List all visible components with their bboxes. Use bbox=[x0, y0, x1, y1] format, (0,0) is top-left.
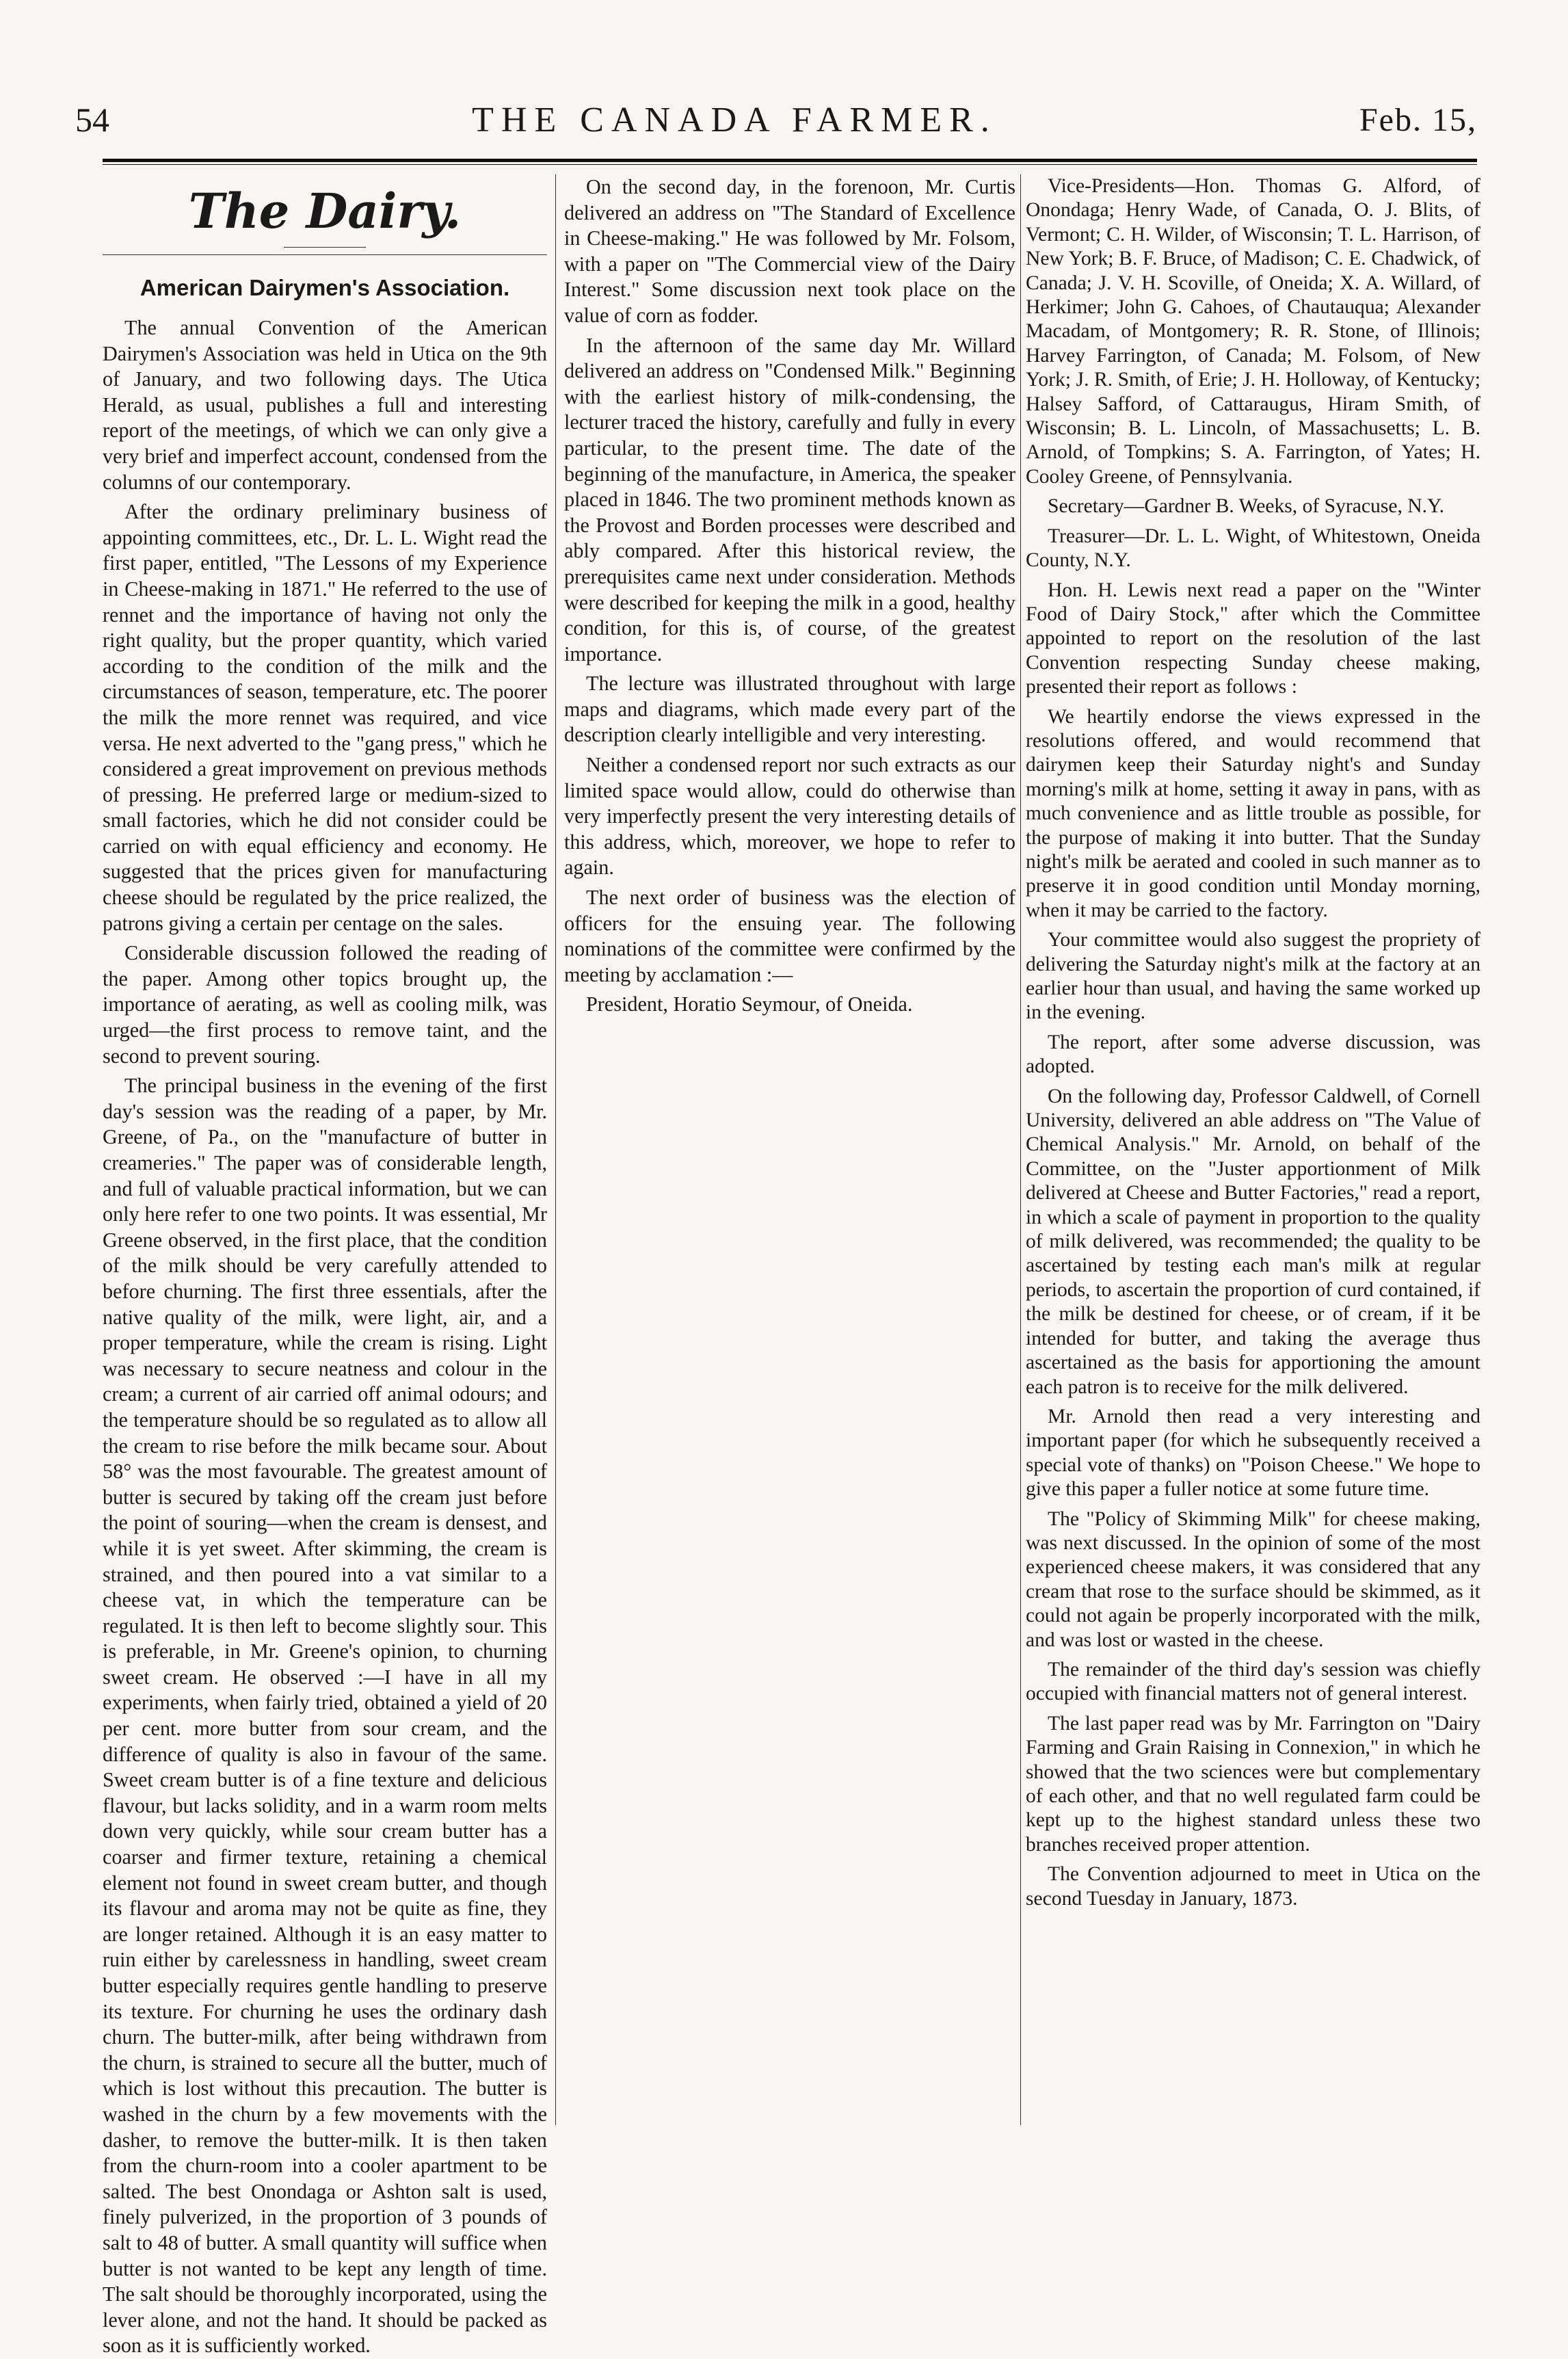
article-title: American Dairymen's Association. bbox=[139, 275, 510, 300]
column-1 bbox=[103, 174, 547, 2358]
issue-date: Feb. 15, bbox=[1359, 101, 1477, 138]
column-rule bbox=[1020, 174, 1021, 2125]
paragraph: Vice-Presidents—Hon. Thomas G. Alford, of Onondaga; Henry Wade, of Canada, O. J. Blits, of Vermont; C. H. Wilder, of Wisconsin; T. L. Harrison, of New York; B. F. Bruce, of Madison; C. E. Chadwick, of Canada; J. V. H. Scoville, of Oneida; X. A. Willard, of Herkimer; John G. Cahoes, of Chautauqua; Alexander Macadam, of Montgomery; R. R. Stone, of Illinois; Harvey Farrington, of Canada; M. Folsom, of New York; J. R. Smith, of Erie; J. H. Holloway, of Kentucky; Halsey Safford, of Cattaraugus, Hiram Smith, of Wisconsin; B. L. Lincoln, of Massachusetts; L. B. Arnold, of Tompkins; S. A. Farrington, of Yates; H. Cooley Greene, of Pennsylvania. bbox=[1026, 175, 1480, 488]
section-title: The Dairy. bbox=[188, 183, 462, 239]
paragraph: Neither a condensed report nor such extracts as our limited space would allow, could do otherwise than very imperfectly present the very interesting details of this address, which, moreover, we hope to refer to again. bbox=[564, 753, 1015, 880]
column-2 bbox=[564, 174, 1015, 2125]
paragraph: After the ordinary preliminary business of appointing committees, etc., Dr. L. L. Wight read the first paper, entitled, "The Lessons of my Experience in Cheese-making in 1871." He referred to the use of rennet and the importance of having not only the right quality, but the proper quantity, which varied according to the condition of the milk and the circumstances of season, temperature, etc. The poorer the milk the more rennet was required, and vice versa. He next adverted to the "gang press," which he considered a great improvement on previous methods of pressing. He preferred large or medium-sized to small factories, which he did not consider could be carried on with equal efficiency and economy. He suggested that the prices given for manufacturing cheese should be regulated by the price realized, the patrons giving a certain per centage on the sales. bbox=[103, 500, 547, 935]
page-header bbox=[75, 96, 1477, 144]
paragraph: President, Horatio Seymour, of Oneida. bbox=[586, 992, 913, 1016]
column-3 bbox=[1026, 174, 1480, 2125]
paragraph: The report, after some adverse discussion, was adopted. bbox=[1026, 1031, 1480, 1078]
paragraph: Mr. Arnold then read a very interesting and important paper (for which he subsequently received a special vote of thanks) on "Poison Cheese." We hope to give this paper a fuller notice at some future time. bbox=[1026, 1405, 1480, 1501]
masthead: THE CANADA FARMER. bbox=[472, 100, 997, 140]
paragraph: The last paper read was by Mr. Farrington on "Dairy Farming and Grain Raising in Connexion," in which he showed that the two sciences were but complementary of each other, and that no well regulated farm could be kept up to the highest standard unless these two branches received proper attention. bbox=[1026, 1712, 1480, 1856]
paragraph: The annual Convention of the American Dairymen's Association was held in Utica on the 9th of January, and two following days. The Utica Herald, as usual, publishes a full and interesting report of the meetings, of which we can only give a very brief and imperfect account, condensed from the columns of our contemporary. bbox=[103, 316, 547, 494]
page-number: 54 bbox=[75, 101, 109, 139]
paragraph: The principal business in the evening of the first day's session was the reading of a paper, by Mr. Greene, of Pa., on the "manufacture of butter in creameries." The paper was of considerable length, and full of valuable practical information, but we can only here refer to one two points. It was essential, Mr Greene observed, in the first place, that the condition of the milk should be very carefully attended to before churning. The first three essentials, after the native quality of the milk, were light, air, and a proper temperature, while the cream is rising. Light was necessary to secure neatness and colour in the cream; a current of air carried off animal odours; and the temperature should be so regulated as to allow all the cream to rise before the milk became sour. About 58° was the most favourable. The greatest amount of butter is secured by taking off the cream just before the point of souring—when the cream is densest, and while it is yet sweet. After skimming, the cream is strained, and then poured into a vat similar to a cheese vat, in which the temperature can be regulated. It is then left to become slightly sour. This is preferable, in Mr. Greene's opinion, to churning sweet cream. He observed :—I have in all my experiments, when fairly tried, obtained a yield of 20 per cent. more butter from sour cream, and the difference of quality is also in favour of the same. Sweet cream butter is of a fine texture and delicious flavour, but lacks solidity, and in a warm room melts down very quickly, while sour cream butter has a coarser and firmer texture, retaining a chemical element not found in sweet cream butter, and though its flavour and aroma may not be quite as fine, they are longer retained. Although it is an easy matter to ruin either by carelessness in handling, sweet cream butter especially requires gentle handling to preserve its texture. For churning he uses the ordinary dash churn. The butter-milk, after being withdrawn from the churn, is strained to secure all the butter, much of which is lost without this precaution. The butter is washed in the churn by a few movements with the dasher, to remove the butter-milk. It is then taken from the churn-room into a cooler apartment to be salted. The best Onondaga or Ashton salt is used, finely pulverized, in the proportion of 3 pounds of salt to 48 of butter. A small quantity will suffice when butter is not wanted to be kept any length of time. The salt should be thoroughly incorporated, using the lever alone, and not the hand. It should be packed as soon as it is sufficiently worked. bbox=[103, 1074, 547, 2358]
section-rule bbox=[103, 254, 547, 255]
paragraph: Your committee would also suggest the propriety of delivering the Saturday night's milk at the factory at an earlier hour than usual, and having the same worked up in the evening. bbox=[1026, 929, 1480, 1024]
paragraph: Hon. H. Lewis next read a paper on the "Winter Food of Dairy Stock," after which the Committee appointed to report on the resolution of the last Convention respecting Sunday cheese making, presented their report as follows : bbox=[1026, 579, 1480, 698]
column-rule bbox=[555, 174, 556, 2125]
header-rule bbox=[103, 159, 1477, 165]
paragraph: The lecture was illustrated throughout with large maps and diagrams, which made every part of the description clearly intelligible and very interesting. bbox=[564, 672, 1015, 747]
paragraph: Secretary—Gardner B. Weeks, of Syracuse, N.Y. bbox=[1048, 495, 1445, 518]
paragraph: The "Policy of Skimming Milk" for cheese making, was next discussed. In the opinion of some of the most experienced cheese makers, it was considered that any cream that rose to the surface should be skimmed, as it could not again be properly incorporated with the milk, and was lost or wasted in the cheese. bbox=[1026, 1507, 1480, 1651]
paragraph: In the afternoon of the same day Mr. Willard delivered an address on "Condensed Milk." Beginning with the earliest history of milk-condensing, the lecturer traced the history, carefully and fully in every particular, to the present time. The date of the beginning of the manufacture, in America, the speaker placed in 1846. The two prominent methods known as the Provost and Borden processes were described and ably compared. After this historical review, the prerequisites came next under consideration. Methods were described for keeping the milk in a good, healthy condition, for this is, of course, of the greatest importance. bbox=[564, 333, 1015, 665]
paragraph: On the following day, Professor Caldwell, of Cornell University, delivered an able address on "The Value of Chemical Analysis." Mr. Arnold, on behalf of the Committee, on the "Juster apportionment of Milk delivered at Cheese and Butter Factories," read a report, in which a scale of payment in proportion to the quality of milk delivered, was recommended; the quality to be ascertained by testing each man's milk at regular periods, to ascertain the proportion of curd contained, if the milk be destined for cheese, or of cream, if it be intended for butter, and taking the average thus ascertained as the basis for apportioning the amount each patron is to receive for the milk delivered. bbox=[1026, 1085, 1480, 1398]
paragraph: The Convention adjourned to meet in Utica on the second Tuesday in January, 1873. bbox=[1026, 1863, 1480, 1910]
paragraph: Considerable discussion followed the reading of the paper. Among other topics brought up, the importance of aerating, as well as cooling milk, was urged—the first process to remove taint, and the second to prevent souring. bbox=[103, 941, 547, 1068]
title-rule bbox=[284, 247, 366, 248]
paragraph: Treasurer—Dr. L. L. Wight, of Whitestown, Oneida County, N.Y. bbox=[1026, 525, 1480, 572]
paragraph: The remainder of the third day's session was chiefly occupied with financial matters not of general interest. bbox=[1026, 1658, 1480, 1705]
paragraph: We heartily endorse the views expressed in the resolutions offered, and would recommend that dairymen keep their Saturday night's and Sunday morning's milk at home, setting it away in pans, with as much convenience and as little trouble as possible, for the purpose of making it into butter. That the Sunday night's milk be aerated and cooled in such manner as to preserve it in good condition until Monday morning, when it may be carried to the factory. bbox=[1026, 705, 1480, 921]
paragraph: On the second day, in the forenoon, Mr. Curtis delivered an address on "The Standard of Excellence in Cheese-making." He was followed by Mr. Folsom, with a paper on "The Commercial view of the Dairy Interest." Some discussion next took place on the value of corn as fodder. bbox=[564, 175, 1015, 327]
paragraph: The next order of business was the election of officers for the ensuing year. The following nominations of the committee were confirmed by the meeting by acclamation :— bbox=[564, 886, 1015, 986]
